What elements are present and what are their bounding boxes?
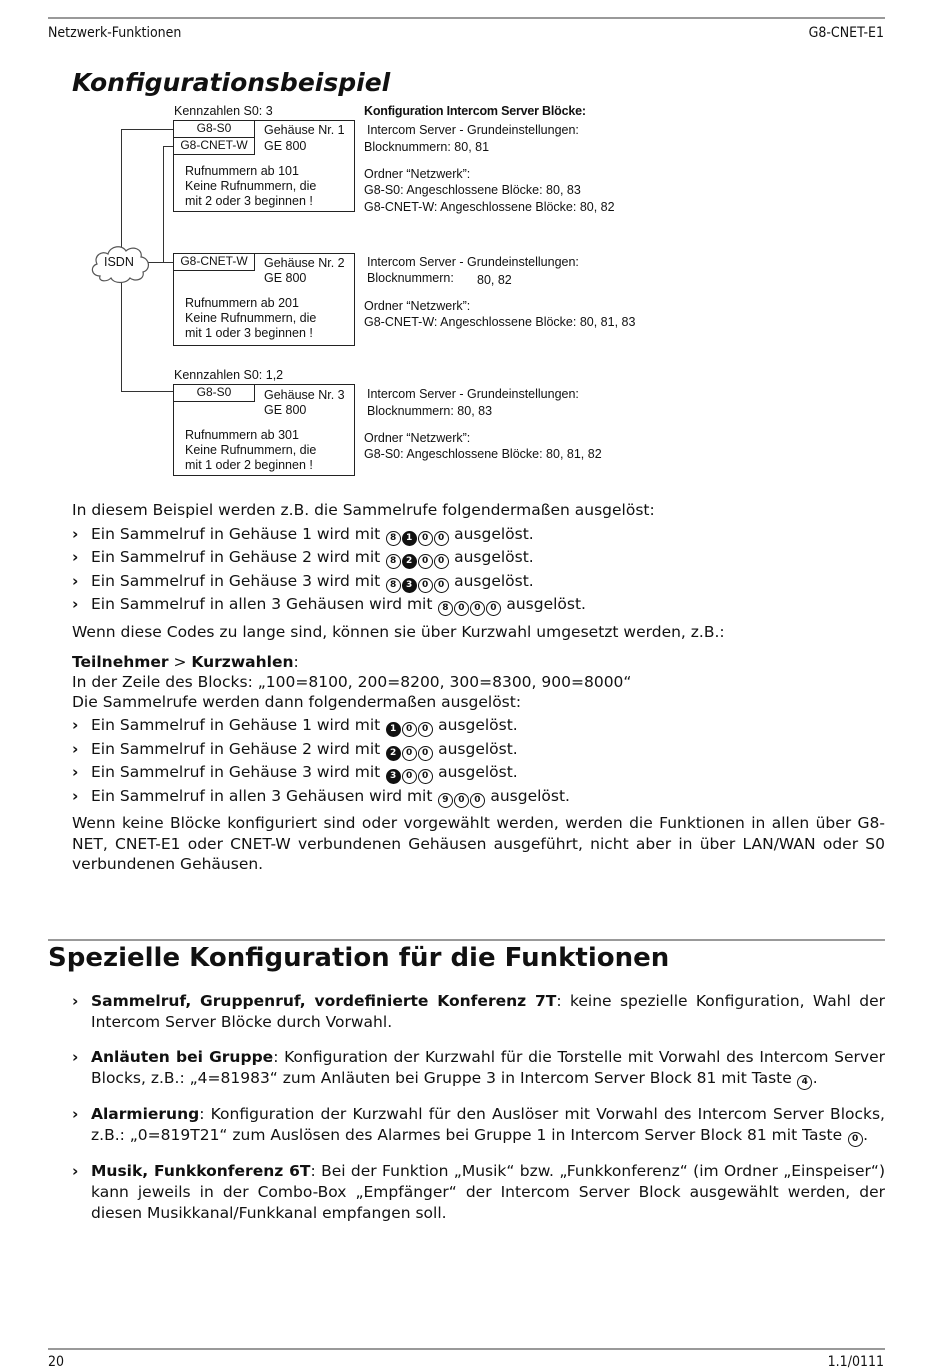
keypad-key-icon: 2 bbox=[402, 554, 417, 569]
section-title: Spezielle Konfiguration für die Funktionen bbox=[48, 943, 670, 973]
bullet-arrow-icon: › bbox=[72, 1162, 79, 1180]
housing-2-r3: mit 1 oder 3 beginnen ! bbox=[185, 326, 313, 340]
keypad-key-icon: 9 bbox=[438, 793, 453, 808]
info-paragraph: Wenn keine Blöcke konfiguriert sind oder vorgewählt werden, werden die Funktionen in allen über G8-NET, CNET-E1 oder CNET-W verbundenen Gehäusen ausgeführt, nicht aber in über LAN/WAN oder S0 verbundenen Gehäusen. bbox=[72, 814, 885, 873]
list-item bbox=[72, 738, 885, 762]
keypad-key-icon: 0 bbox=[402, 769, 417, 784]
list-item-text: Ein Sammelruf in Gehäuse 1 wird mit bbox=[91, 716, 381, 734]
bullet-arrow-icon: › bbox=[72, 595, 79, 613]
housing-3-r2: Keine Rufnummern, die bbox=[185, 443, 317, 457]
list-item-text: Ein Sammelruf in allen 3 Gehäusen wird mit bbox=[91, 595, 433, 613]
keypad-key-icon: 0 bbox=[418, 722, 433, 737]
housing-2-cfg2a: Blocknummern: bbox=[367, 271, 454, 285]
list-item-suffix: ausgelöst. bbox=[454, 548, 534, 566]
keypad-key-icon: 0 bbox=[402, 746, 417, 761]
list-item bbox=[72, 761, 885, 785]
keypad-key-icon: 0 bbox=[434, 554, 449, 569]
housing-2-ge: GE 800 bbox=[264, 271, 307, 285]
housing-3-ord1: G8-S0: Angeschlossene Blöcke: 80, 81, 82 bbox=[364, 447, 602, 461]
config-item-title: Alarmierung bbox=[91, 1105, 200, 1123]
bullet-arrow-icon: › bbox=[72, 992, 79, 1010]
config-item-title: Sammelruf, Gruppenruf, vordefinierte Konferenz 7T bbox=[91, 992, 557, 1010]
right-title: Konfiguration Intercom Server Blöcke: bbox=[364, 104, 586, 118]
list-item-text: Ein Sammelruf in allen 3 Gehäusen wird mit bbox=[91, 786, 433, 805]
page-title: Konfigurationsbeispiel bbox=[72, 68, 391, 97]
keypad-key-icon: 0 bbox=[848, 1132, 863, 1147]
config-item bbox=[72, 1161, 885, 1224]
bullet-arrow-icon: › bbox=[72, 571, 79, 590]
list-item-text: Ein Sammelruf in Gehäuse 1 wird mit bbox=[91, 524, 381, 543]
tree-line-h3 bbox=[121, 391, 173, 392]
keypad-key-icon: 1 bbox=[386, 722, 401, 737]
list-item-suffix: ausgelöst. bbox=[454, 524, 534, 543]
keypad-key-icon: 0 bbox=[486, 601, 501, 616]
keypad-key-icon: 0 bbox=[418, 769, 433, 784]
keypad-key-icon: 8 bbox=[386, 554, 401, 569]
keypad-key-icon: 1 bbox=[402, 531, 417, 546]
housing-1-ord2: G8-CNET-W: Angeschlossene Blöcke: 80, 82 bbox=[364, 200, 615, 214]
keypad-key-icon: 0 bbox=[434, 531, 449, 546]
sammelruf-list-1 bbox=[72, 523, 885, 617]
section-items bbox=[72, 991, 885, 1238]
housing-3-cfg2: Blocknummern: 80, 83 bbox=[367, 404, 493, 418]
housing-2-cfg2b: 80, 82 bbox=[477, 273, 512, 287]
config-item-text: : Bei der Funktion „Musik“ bzw. „Funkkonferenz“ (im Ordner „Einspeiser“) kann jeweils in der Combo-Box „Empfänger“ der Intercom Server Block ausgewählt werden, der diesen Musikkanal/Funkkanal empfangen soll. bbox=[91, 1162, 885, 1222]
config-item bbox=[72, 991, 885, 1033]
keypad-key-icon: 0 bbox=[418, 578, 433, 593]
kennzahlen-1: Kennzahlen S0: 3 bbox=[174, 104, 273, 118]
housing-1-tag-s0: G8-S0 bbox=[173, 120, 255, 138]
list-item bbox=[72, 785, 885, 809]
list-item-text: Ein Sammelruf in Gehäuse 2 wird mit bbox=[91, 548, 381, 566]
keypad-key-icon: 4 bbox=[797, 1075, 812, 1090]
keypad-key-icon: 3 bbox=[402, 578, 417, 593]
bullet-arrow-icon: › bbox=[72, 786, 79, 805]
keypad-key-icon: 0 bbox=[418, 531, 433, 546]
keypad-key-icon: 8 bbox=[438, 601, 453, 616]
config-item-text: : Konfiguration der Kurzwahl für die Torstelle mit Vorwahl des Intercom Server Blocks, z.B.: „4=81983“ zum Anläuten bei Gruppe 3 in Intercom Server Block 81 mit Taste bbox=[91, 1048, 885, 1087]
keypad-key-icon: 0 bbox=[454, 601, 469, 616]
list-item bbox=[72, 714, 885, 738]
config-item-text: : Konfiguration der Kurzwahl für den Auslöser mit Vorwahl des Intercom Server Blocks, z.B.: „0=819T21“ zum Auslösen des Alarmes bei Gruppe 1 in Intercom Server Block 81 mit Taste bbox=[91, 1105, 885, 1144]
list-item-suffix: ausgelöst. bbox=[454, 571, 534, 590]
menu-path-colon: : bbox=[293, 653, 299, 671]
block-line: In der Zeile des Blocks: „100=8100, 200=8200, 300=8300, 900=8000“ bbox=[72, 673, 632, 691]
config-item bbox=[72, 1047, 885, 1090]
config-item-title: Musik, Funkkonferenz 6T bbox=[91, 1162, 311, 1180]
footer-rule bbox=[48, 1348, 885, 1350]
housing-1-r1: Rufnummern ab 101 bbox=[185, 164, 299, 178]
keypad-key-icon: 0 bbox=[418, 554, 433, 569]
header-right: G8-CNET-E1 bbox=[808, 25, 884, 41]
page-number: 20 bbox=[48, 1354, 65, 1370]
bullet-arrow-icon: › bbox=[72, 763, 79, 781]
menu-path-separator: > bbox=[168, 653, 192, 671]
config-diagram bbox=[0, 0, 950, 500]
housing-2-r1: Rufnummern ab 201 bbox=[185, 296, 299, 310]
housing-2-r2: Keine Rufnummern, die bbox=[185, 311, 317, 325]
housing-1-ge: GE 800 bbox=[264, 139, 307, 153]
intro-text: In diesem Beispiel werden z.B. die Sammelrufe folgendermaßen ausgelöst: bbox=[72, 501, 655, 519]
bullet-arrow-icon: › bbox=[72, 739, 79, 758]
doc-version: 1.1/0111 bbox=[827, 1354, 884, 1370]
housing-1-ord: Ordner “Netzwerk”: bbox=[364, 167, 471, 181]
keypad-key-icon: 0 bbox=[454, 793, 469, 808]
kennzahlen-3: Kennzahlen S0: 1,2 bbox=[174, 368, 284, 382]
keypad-key-icon: 8 bbox=[386, 531, 401, 546]
after-list-text: Wenn diese Codes zu lange sind, können sie über Kurzwahl umgesetzt werden, z.B.: bbox=[72, 622, 725, 641]
bullet-arrow-icon: › bbox=[72, 524, 79, 543]
housing-1-cfg1: Intercom Server - Grundeinstellungen: bbox=[367, 123, 579, 137]
list-item-text: Ein Sammelruf in Gehäuse 3 wird mit bbox=[91, 763, 381, 781]
config-item bbox=[72, 1104, 885, 1147]
housing-3-nr: Gehäuse Nr. 3 bbox=[264, 388, 345, 402]
list-item-text: Ein Sammelruf in Gehäuse 2 wird mit bbox=[91, 739, 381, 758]
config-item-title: Anläuten bei Gruppe bbox=[91, 1048, 274, 1066]
tree-line-cnet-h bbox=[163, 146, 173, 147]
housing-1-ord1: G8-S0: Angeschlossene Blöcke: 80, 83 bbox=[364, 183, 581, 197]
list-item bbox=[72, 593, 885, 617]
housing-3-r1: Rufnummern ab 301 bbox=[185, 428, 299, 442]
housing-3-cfg1: Intercom Server - Grundeinstellungen: bbox=[367, 387, 579, 401]
list-item bbox=[72, 523, 885, 547]
housing-2-ord: Ordner “Netzwerk”: bbox=[364, 299, 471, 313]
keypad-key-icon: 0 bbox=[434, 578, 449, 593]
header-left: Netzwerk-Funktionen bbox=[48, 25, 182, 41]
list-item bbox=[72, 546, 885, 570]
housing-1-tag-cnet: G8-CNET-W bbox=[173, 137, 255, 155]
keypad-key-icon: 0 bbox=[402, 722, 417, 737]
menu-path-kurzwahlen: Kurzwahlen bbox=[191, 653, 294, 671]
housing-3-tag-s0: G8-S0 bbox=[173, 384, 255, 402]
bullet-arrow-icon: › bbox=[72, 716, 79, 734]
isdn-label: ISDN bbox=[104, 255, 134, 269]
keypad-key-icon: 3 bbox=[386, 769, 401, 784]
keypad-key-icon: 0 bbox=[470, 793, 485, 808]
housing-2-nr: Gehäuse Nr. 2 bbox=[264, 256, 345, 270]
bullet-arrow-icon: › bbox=[72, 1105, 79, 1123]
menu-path bbox=[72, 652, 885, 672]
housing-3-r3: mit 1 oder 2 beginnen ! bbox=[185, 458, 313, 472]
config-item-end: . bbox=[812, 1069, 818, 1087]
sammelruf-line: Die Sammelrufe werden dann folgendermaßen ausgelöst: bbox=[72, 693, 522, 711]
list-item-suffix: ausgelöst. bbox=[438, 716, 518, 734]
config-item-end: . bbox=[863, 1126, 869, 1144]
housing-1-r2: Keine Rufnummern, die bbox=[185, 179, 317, 193]
keypad-key-icon: 0 bbox=[470, 601, 485, 616]
section-rule bbox=[48, 939, 885, 941]
list-item-suffix: ausgelöst. bbox=[490, 786, 570, 805]
housing-1-r3: mit 2 oder 3 beginnen ! bbox=[185, 194, 313, 208]
menu-path-teilnehmer: Teilnehmer bbox=[72, 653, 169, 671]
keypad-key-icon: 8 bbox=[386, 578, 401, 593]
housing-2-tag-cnet: G8-CNET-W bbox=[173, 253, 255, 271]
list-item-text: Ein Sammelruf in Gehäuse 3 wird mit bbox=[91, 571, 381, 590]
housing-2-ord1: G8-CNET-W: Angeschlossene Blöcke: 80, 81, 83 bbox=[364, 315, 636, 329]
housing-1-nr: Gehäuse Nr. 1 bbox=[264, 123, 345, 137]
bullet-arrow-icon: › bbox=[72, 1048, 79, 1066]
list-item bbox=[72, 570, 885, 594]
bullet-arrow-icon: › bbox=[72, 548, 79, 566]
keypad-key-icon: 0 bbox=[418, 746, 433, 761]
housing-3-ord: Ordner “Netzwerk”: bbox=[364, 431, 471, 445]
config-item-text: : keine spezielle Konfiguration, Wahl der Intercom Server Blöcke durch Vorwahl. bbox=[91, 992, 885, 1031]
housing-2-cfg1: Intercom Server - Grundeinstellungen: bbox=[367, 255, 579, 269]
tree-line-h1 bbox=[121, 129, 173, 130]
list-item-suffix: ausgelöst. bbox=[438, 763, 518, 781]
list-item-suffix: ausgelöst. bbox=[506, 595, 586, 613]
keypad-key-icon: 2 bbox=[386, 746, 401, 761]
sammelruf-list-2 bbox=[72, 714, 885, 808]
list-item-suffix: ausgelöst. bbox=[438, 739, 518, 758]
tree-line-cnet bbox=[163, 146, 164, 262]
body-block bbox=[72, 499, 885, 875]
housing-1-cfg2: Blocknummern: 80, 81 bbox=[364, 140, 490, 154]
housing-3-ge: GE 800 bbox=[264, 403, 307, 417]
